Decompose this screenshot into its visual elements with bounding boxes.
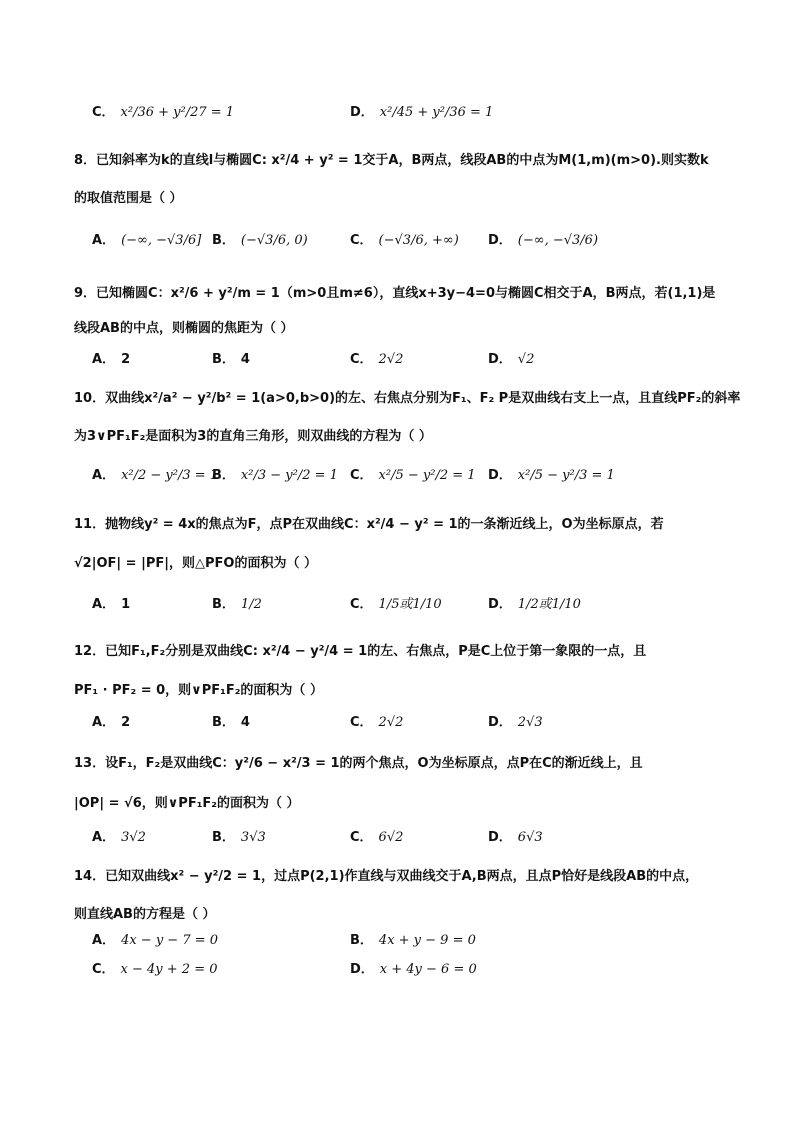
q13-option-d: D． 6√3 (488, 830, 543, 845)
q9-option-a: A． 2 (92, 352, 131, 367)
q14-option-d: D． x + 4y − 6 = 0 (350, 962, 477, 977)
q13-stem-line1: 13．设F₁，F₂是双曲线C：y²/6 − x²/3 = 1的两个焦点，O为坐标原点，点P在C的渐近线上，且 (74, 756, 643, 771)
q10-option-d: D． x²/5 − y²/3 = 1 (488, 468, 615, 483)
q9-option-d: D． √2 (488, 352, 535, 367)
q14-stem-line2: 则直线AB的方程是（ ） (74, 907, 216, 922)
q10-stem-line2: 为3∨PF₁F₂是面积为3的直角三角形，则双曲线的方程为（ ） (74, 429, 432, 444)
q12-option-d: D． 2√3 (488, 715, 543, 730)
q10-option-c: C． x²/5 − y²/2 = 1 (350, 468, 476, 483)
q12-stem-line1: 12．已知F₁,F₂分别是双曲线C: x²/4 − y²/4 = 1的左、右焦点，P是C上位于第一象限的一点，且 (74, 644, 647, 659)
q8-option-d: D． (−∞, −√3/6) (488, 233, 599, 248)
q9-option-c: C． 2√2 (350, 352, 404, 367)
q8-stem-line1: 8．已知斜率为k的直线l与椭圆C: x²/4 + y² = 1交于A，B两点，线段AB的中点为M(1,m)(m>0).则实数k (74, 153, 709, 168)
q8-option-c: C． (−√3/6, +∞) (350, 233, 459, 248)
q12-option-c: C． 2√2 (350, 715, 404, 730)
q11-stem-line1: 11．抛物线y² = 4x的焦点为F，点P在双曲线C：x²/4 − y² = 1的一条渐近线上，O为坐标原点，若 (74, 517, 664, 532)
q10-stem-line1: 10．双曲线x²/a² − y²/b² = 1(a>0,b>0)的左、右焦点分别为F₁、F₂ P是双曲线右支上一点，且直线PF₂的斜率 (74, 391, 741, 406)
q10-option-a: A． x²/2 − y²/3 = 1 (92, 468, 219, 483)
q13-option-c: C． 6√2 (350, 830, 404, 845)
q11-stem-line2: √2|OF| = |PF|，则△PFO的面积为（ ） (74, 556, 317, 571)
q13-option-b: B． 3√3 (212, 830, 266, 845)
q13-option-a: A． 3√2 (92, 830, 146, 845)
q8-option-b: B． (−√3/6, 0) (212, 233, 308, 248)
q9-stem-line1: 9．已知椭圆C：x²/6 + y²/m = 1（m>0且m≠6），直线x+3y−4=0与椭圆C相交于A，B两点，若(1,1)是 (74, 286, 716, 301)
q7-option-c: C． x²/36 + y²/27 = 1 (92, 105, 235, 120)
q14-option-c: C． x − 4y + 2 = 0 (92, 962, 218, 977)
q11-option-a: A． 1 (92, 597, 131, 612)
q12-stem-line2: PF₁ · PF₂ = 0，则∨PF₁F₂的面积为（ ） (74, 683, 323, 698)
q14-option-a: A． 4x − y − 7 = 0 (92, 933, 219, 948)
q11-option-b: B． 1/2 (212, 597, 262, 612)
q12-option-b: B． 4 (212, 715, 250, 730)
q14-stem-line1: 14．已知双曲线x² − y²/2 = 1，过点P(2,1)作直线与双曲线交于A,B两点，且点P恰好是线段AB的中点， (74, 869, 699, 884)
q9-option-b: B． 4 (212, 352, 250, 367)
q8-stem-line2: 的取值范围是（ ） (74, 191, 183, 206)
q7-option-d: D． x²/45 + y²/36 = 1 (350, 105, 494, 120)
q14-option-b: B． 4x + y − 9 = 0 (350, 933, 476, 948)
q8-option-a: A． (−∞, −√3/6] (92, 233, 202, 248)
q9-stem-line2: 线段AB的中点，则椭圆的焦距为（ ） (74, 321, 294, 336)
q13-stem-line2: |OP| = √6，则∨PF₁F₂的面积为（ ） (74, 796, 300, 811)
q10-option-b: B． x²/3 − y²/2 = 1 (212, 468, 338, 483)
q11-option-c: C． 1/5或1/10 (350, 597, 442, 612)
q11-option-d: D． 1/2或1/10 (488, 597, 581, 612)
q12-option-a: A． 2 (92, 715, 131, 730)
